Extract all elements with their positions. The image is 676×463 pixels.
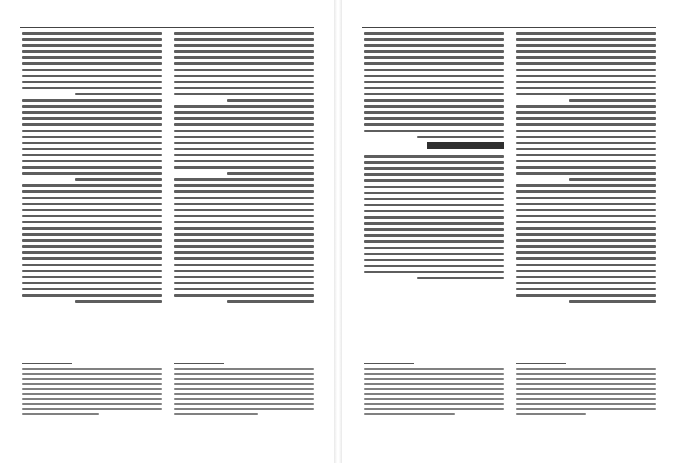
right-page-column-right	[516, 32, 656, 409]
right-footnotes-left	[364, 368, 504, 418]
right-page-column-left	[364, 32, 504, 409]
left-footnotes-right	[174, 368, 314, 418]
left-page-column-right	[174, 32, 314, 409]
bibliography-heading	[427, 142, 504, 149]
left-page	[0, 0, 334, 463]
right-footnotes-right	[516, 368, 656, 418]
left-running-header	[20, 14, 314, 24]
left-footnote-rule-right	[174, 363, 224, 364]
right-page	[342, 0, 676, 463]
right-running-header	[362, 14, 656, 24]
book-gutter	[334, 0, 342, 463]
right-footnote-rule-left	[364, 363, 414, 364]
right-header-rule	[362, 27, 656, 28]
left-page-column-left	[22, 32, 162, 409]
left-header-rule	[20, 27, 314, 28]
right-footnote-rule-right	[516, 363, 566, 364]
left-footnote-rule-left	[22, 363, 72, 364]
left-footnotes-left	[22, 368, 162, 418]
